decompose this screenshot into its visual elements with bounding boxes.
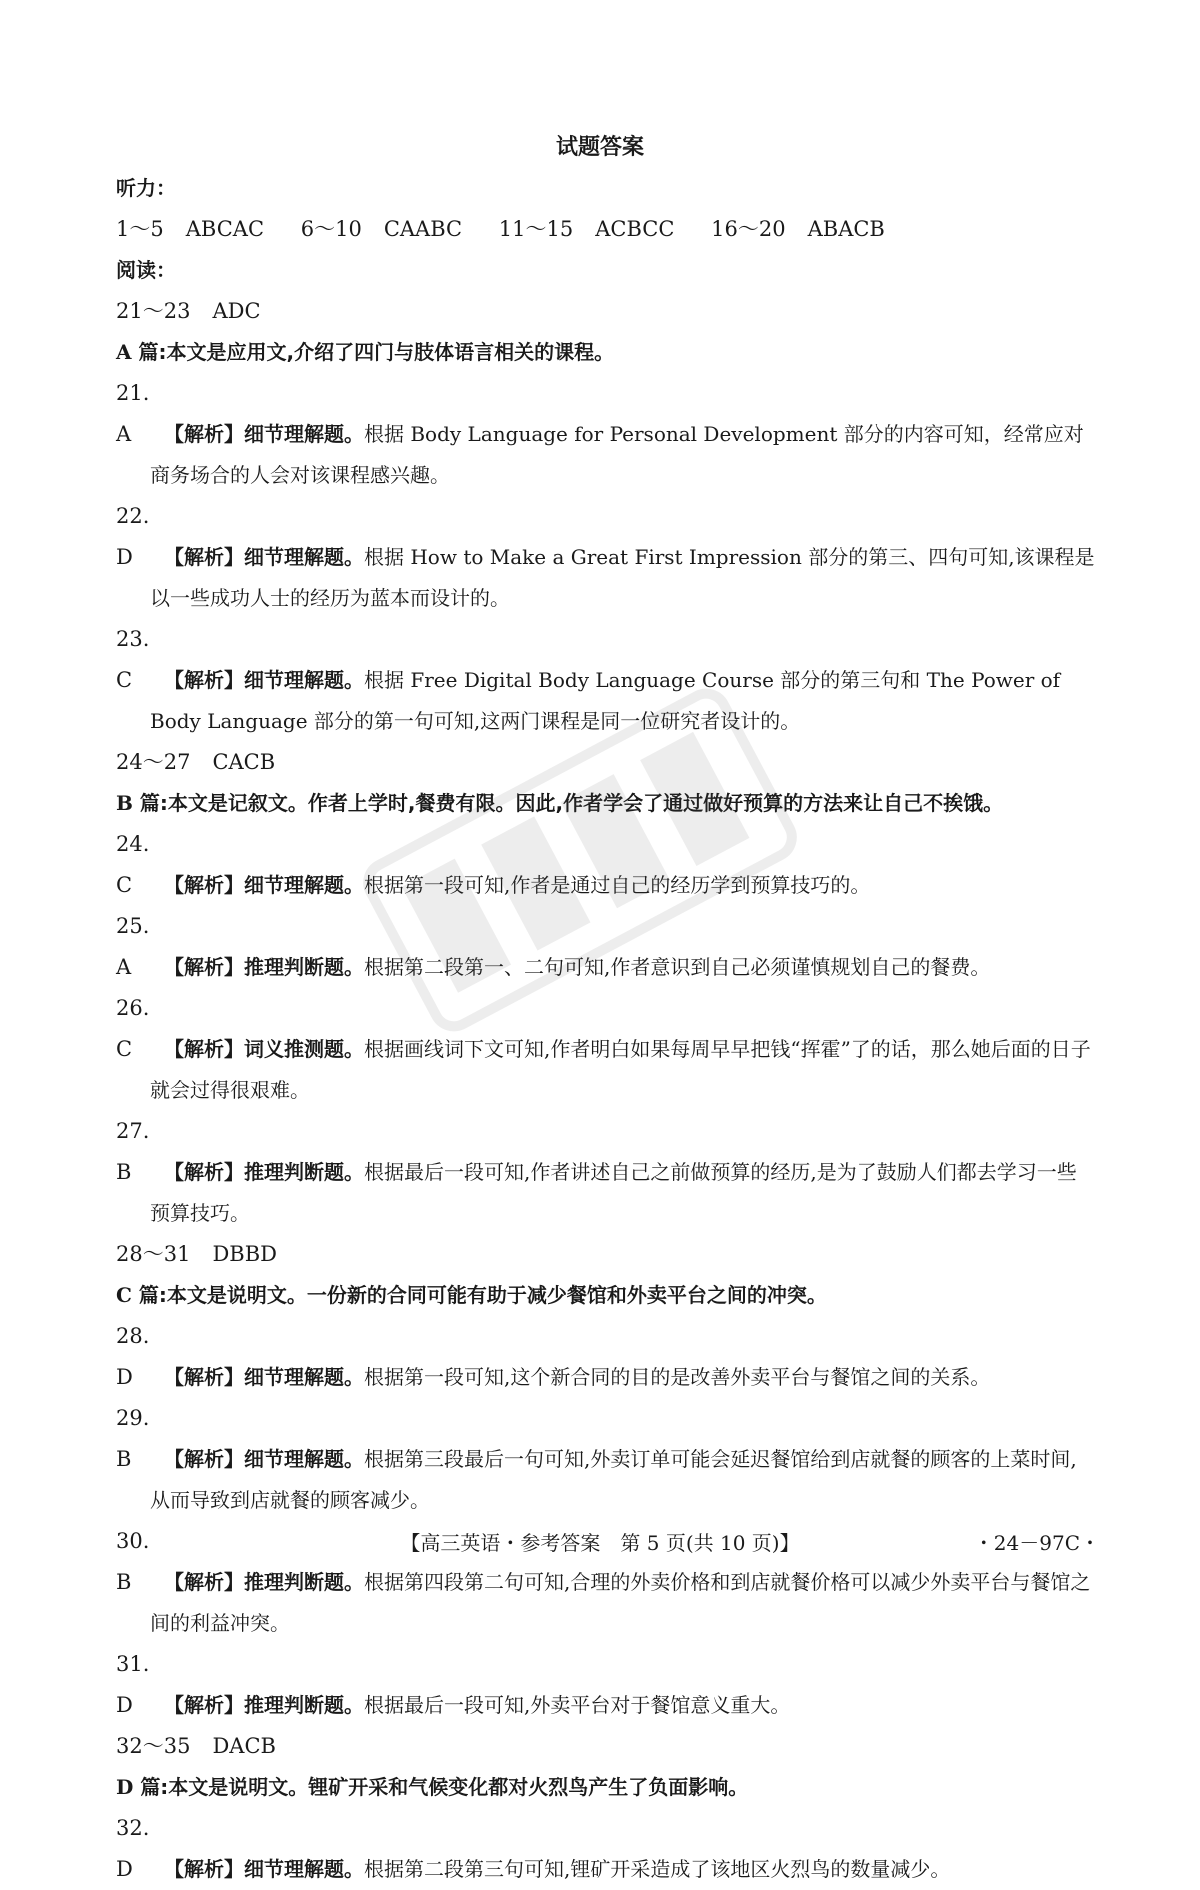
question-type: 细节理解题。 bbox=[244, 1447, 364, 1471]
analysis-tag: 【解析】 bbox=[164, 1160, 244, 1184]
answer-content bbox=[116, 168, 1096, 1890]
analysis-text: 根据第三段最后一句可知,外卖订单可能会延迟餐馆给到店就餐的顾客的上菜时间,从而导致到店就餐的顾客减少。 bbox=[150, 1447, 1077, 1512]
analysis-text: 根据第二段第三句可知,锂矿开采造成了该地区火烈鸟的数量减少。 bbox=[364, 1857, 951, 1881]
analysis-tag: 【解析】 bbox=[164, 1365, 244, 1389]
answer-key-group bbox=[711, 209, 885, 250]
analysis-tag: 【解析】 bbox=[164, 1037, 244, 1061]
analysis-tag: 【解析】 bbox=[164, 1447, 244, 1471]
question-type: 推理判断题。 bbox=[244, 1693, 364, 1717]
analysis-tag: 【解析】 bbox=[164, 1857, 244, 1881]
question-type: 细节理解题。 bbox=[244, 668, 364, 692]
analysis-tag: 【解析】 bbox=[164, 668, 244, 692]
analysis-text: 根据第一段可知,作者是通过自己的经历学到预算技巧的。 bbox=[364, 873, 871, 897]
analysis-text: 根据 Body Language for Personal Development 部分的内容可知，经常应对商务场合的人会对该课程感兴趣。 bbox=[150, 422, 1084, 487]
analysis-text: 根据最后一段可知,外卖平台对于餐馆意义重大。 bbox=[364, 1693, 791, 1717]
section-c-answer-key bbox=[116, 1234, 1096, 1275]
answer-item bbox=[116, 824, 1096, 906]
section-b-summary bbox=[116, 783, 1096, 824]
answer-item bbox=[116, 373, 1096, 496]
analysis-text: 根据第四段第二句可知,合理的外卖价格和到店就餐价格可以减少外卖平台与餐馆之间的利益冲突。 bbox=[150, 1570, 1091, 1635]
answer-key-range: 28～31 bbox=[116, 1242, 191, 1266]
question-number: 25. A bbox=[116, 914, 150, 979]
analysis-text: 根据画线词下文可知,作者明白如果每周早早把钱“挥霍”了的话，那么她后面的日子就会过得很艰难。 bbox=[150, 1037, 1091, 1102]
answer-key-range: 24～27 bbox=[116, 750, 191, 774]
answer-key-range: 21～23 bbox=[116, 299, 191, 323]
question-number: 32. D bbox=[116, 1816, 150, 1881]
answer-key-letters: DACB bbox=[212, 1734, 276, 1758]
question-type: 词义推测题。 bbox=[244, 1037, 364, 1061]
question-number: 24. C bbox=[116, 832, 150, 897]
section-c-summary bbox=[116, 1275, 1096, 1316]
section-summary-text: 篇:本文是说明文。一份新的合同可能有助于减少餐馆和外卖平台之间的冲突。 bbox=[138, 1283, 827, 1307]
answer-key-group bbox=[116, 742, 275, 783]
answer-key-group bbox=[116, 291, 261, 332]
answer-key-range: 16～20 bbox=[711, 217, 786, 241]
section-b-answer-key bbox=[116, 742, 1096, 783]
section-d-answer-key bbox=[116, 1726, 1096, 1767]
answer-item bbox=[116, 619, 1096, 742]
answer-key-letters: CAABC bbox=[383, 217, 463, 241]
question-type: 推理判断题。 bbox=[244, 955, 364, 979]
question-type: 细节理解题。 bbox=[244, 545, 364, 569]
question-number: 22. D bbox=[116, 504, 150, 569]
reading-heading: 阅读： bbox=[116, 258, 176, 282]
analysis-tag: 【解析】 bbox=[164, 545, 244, 569]
question-type: 细节理解题。 bbox=[244, 1857, 364, 1881]
answer-item bbox=[116, 496, 1096, 619]
question-number: 30. B bbox=[116, 1529, 150, 1594]
section-label: A bbox=[116, 340, 132, 364]
question-number: 27. B bbox=[116, 1119, 150, 1184]
analysis-tag: 【解析】 bbox=[164, 1693, 244, 1717]
section-label: C bbox=[116, 1283, 132, 1307]
question-number: 26. C bbox=[116, 996, 150, 1061]
answer-key-range: 6～10 bbox=[300, 217, 362, 241]
analysis-text: 根据 Free Digital Body Language Course 部分的第三句和 The Power of Body Language 部分的第一句可知,这两门课程是同一位研究者设计的。 bbox=[150, 668, 1061, 733]
section-summary-text: 篇:本文是说明文。锂矿开采和气候变化都对火烈鸟产生了负面影响。 bbox=[140, 1775, 749, 1799]
listening-heading: 听力： bbox=[116, 176, 176, 200]
question-type: 推理判断题。 bbox=[244, 1160, 364, 1184]
analysis-tag: 【解析】 bbox=[164, 955, 244, 979]
answer-key-letters: CACB bbox=[212, 750, 276, 774]
answer-item bbox=[116, 988, 1096, 1111]
question-number: 28. D bbox=[116, 1324, 150, 1389]
answer-key-letters: ABCAC bbox=[185, 217, 265, 241]
analysis-tag: 【解析】 bbox=[164, 422, 244, 446]
section-a-summary bbox=[116, 332, 1096, 373]
analysis-text: 根据第一段可知,这个新合同的目的是改善外卖平台与餐馆之间的关系。 bbox=[364, 1365, 991, 1389]
answer-key-group bbox=[301, 209, 462, 250]
question-number: 23. C bbox=[116, 627, 150, 692]
question-type: 推理判断题。 bbox=[244, 1570, 364, 1594]
question-number: 31. D bbox=[116, 1652, 150, 1717]
answer-item bbox=[116, 1808, 1096, 1890]
question-number: 21. A bbox=[116, 381, 150, 446]
analysis-text: 根据最后一段可知,作者讲述自己之前做预算的经历,是为了鼓励人们都去学习一些预算技巧。 bbox=[150, 1160, 1077, 1225]
analysis-tag: 【解析】 bbox=[164, 1570, 244, 1594]
answer-key-group bbox=[499, 209, 675, 250]
answer-key-range: 11～15 bbox=[498, 217, 574, 241]
answer-key-group bbox=[116, 1726, 276, 1767]
question-number: 29. B bbox=[116, 1406, 150, 1471]
answer-item bbox=[116, 1111, 1096, 1234]
answer-item bbox=[116, 906, 1096, 988]
answer-key-range: 32～35 bbox=[116, 1734, 191, 1758]
analysis-tag: 【解析】 bbox=[164, 873, 244, 897]
question-type: 细节理解题。 bbox=[244, 422, 364, 446]
section-d-summary bbox=[116, 1767, 1096, 1808]
question-type: 细节理解题。 bbox=[244, 1365, 364, 1389]
section-label: B bbox=[116, 791, 133, 815]
section-summary-text: 篇:本文是记叙文。作者上学时,餐费有限。因此,作者学会了通过做好预算的方法来让自己不挨饿。 bbox=[139, 791, 1004, 815]
answer-key-letters: DBBD bbox=[212, 1242, 277, 1266]
analysis-text: 根据第二段第一、二句可知,作者意识到自己必须谨慎规划自己的餐费。 bbox=[364, 955, 991, 979]
page-title: 试题答案 bbox=[555, 135, 644, 160]
footer-exam-code: ・24－97C・ bbox=[973, 1531, 1100, 1555]
analysis-text: 根据 How to Make a Great First Impression 部分的第三、四句可知,该课程是以一些成功人士的经历为蓝本而设计的。 bbox=[150, 545, 1095, 610]
answer-key-letters: ABACB bbox=[807, 217, 885, 241]
answer-item bbox=[116, 1316, 1096, 1398]
answer-key-range: 1～5 bbox=[116, 217, 164, 241]
listening-answer-keys bbox=[116, 209, 1096, 250]
section-a-answer-key bbox=[116, 291, 1096, 332]
answer-item bbox=[116, 1644, 1096, 1726]
footer-page-info: 【高三英语・参考答案 第 5 页(共 10 页)】 bbox=[400, 1531, 800, 1555]
answer-key-letters: ADC bbox=[212, 299, 261, 323]
answer-key-group bbox=[116, 1234, 277, 1275]
answer-key-letters: ACBCC bbox=[595, 217, 675, 241]
question-type: 细节理解题。 bbox=[244, 873, 364, 897]
answer-item bbox=[116, 1398, 1096, 1521]
answer-key-group bbox=[116, 209, 264, 250]
section-summary-text: 篇:本文是应用文,介绍了四门与肢体语言相关的课程。 bbox=[138, 340, 615, 364]
section-label: D bbox=[116, 1775, 134, 1799]
